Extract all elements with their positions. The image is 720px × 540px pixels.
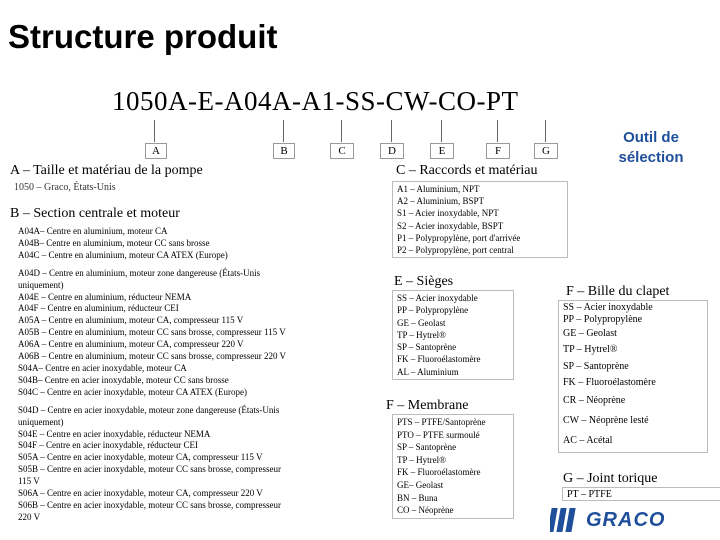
section-f-bille-heading: F – Bille du clapet	[566, 284, 670, 299]
list-item: SP – Santoprène	[397, 342, 457, 353]
list-item: A04B– Centre en aluminium, moteur CC sans brosse	[18, 237, 210, 248]
list-item: S04E – Centre en acier inoxydable, réducteur NEMA	[18, 428, 211, 439]
list-item: uniquement)	[18, 416, 64, 427]
list-item: S2 – Acier inoxydable, BSPT	[397, 220, 504, 231]
graco-wordmark: GRACO	[586, 508, 666, 531]
list-item: S1 – Acier inoxydable, NPT	[397, 208, 499, 219]
list-item: A1 – Aluminium, NPT	[397, 184, 480, 194]
list-item: FK – Fluoroélastomère	[563, 376, 656, 388]
page-title: Structure produit	[8, 18, 278, 55]
list-item: GE – Geolast	[397, 317, 446, 328]
list-item: S05A – Centre en acier inoxydable, moteur CA, compresseur 115 V	[18, 452, 263, 463]
pointer-line-a	[154, 120, 155, 142]
section-g-item: PT – PTFE	[567, 489, 612, 500]
list-item: A04F – Centre en aluminium, réducteur CEI	[18, 303, 179, 314]
list-item: uniquement)	[18, 279, 64, 290]
list-item: S04F – Centre en acier inoxydable, réducteur CEI	[18, 440, 198, 451]
list-item: FK – Fluoroélastomère	[397, 354, 481, 365]
section-c-list	[392, 181, 568, 258]
list-item: A06B – Centre en aluminium, moteur CC sans brosse, compresseur 220 V	[18, 351, 287, 362]
list-item: GE– Geolast	[397, 479, 444, 490]
list-item: TP – Hytrel®	[397, 329, 446, 340]
pointer-line-e	[441, 120, 442, 142]
list-item: A2 – Aluminium, BSPT	[397, 196, 485, 207]
list-item: S06B – Centre en acier inoxydable, moteur CC sans brosse, compresseur	[18, 499, 281, 510]
list-item: A04A– Centre en aluminium, moteur CA	[18, 226, 168, 236]
list-item: S04C – Centre en acier inoxydable, moteur CA ATEX (Europe)	[18, 386, 247, 397]
list-item: PP – Polypropylène	[397, 305, 469, 316]
list-item: A04C – Centre en aluminium, moteur CA ATEX (Europe)	[18, 249, 228, 260]
graco-mark-icon	[550, 506, 580, 534]
list-item: CW – Néoprène lesté	[563, 415, 649, 427]
list-item: S06A – Centre en acier inoxydable, moteur CA, compresseur 220 V	[18, 488, 263, 499]
pointer-line-d	[391, 120, 392, 142]
list-item: FK – Fluoroélastomère	[397, 467, 481, 478]
section-b-heading: B – Section centrale et moteur	[10, 206, 180, 221]
list-item: SS – Acier inoxydable	[563, 302, 653, 313]
list-item: A04E – Centre en aluminium, réducteur NEMA	[18, 291, 192, 302]
section-a-heading: A – Taille et matériau de la pompe	[10, 163, 203, 178]
list-item: PTO – PTFE surmoulé	[397, 429, 480, 440]
list-item: SP – Santoprène	[397, 442, 457, 453]
list-item: A06A – Centre en aluminium, moteur CA, compresseur 220 V	[18, 339, 244, 350]
selection-tool-label: Outil de sélection	[618, 129, 684, 166]
list-item: P2 – Polypropylène, port central	[397, 245, 514, 256]
letter-box-f: F	[486, 143, 510, 159]
list-item: GE – Geolast	[563, 328, 617, 339]
section-f-membrane-heading: F – Membrane	[386, 398, 469, 413]
pointer-line-c	[341, 120, 342, 142]
list-item: PTS – PTFE/Santoprène	[397, 417, 486, 427]
letter-box-b: B	[273, 143, 295, 159]
section-f-membrane-list	[392, 414, 514, 519]
list-item: 115 V	[18, 476, 40, 487]
letter-box-a: A	[145, 143, 167, 159]
letter-box-d: D	[380, 143, 404, 159]
list-item: TP – Hytrel®	[397, 454, 446, 465]
list-item: A05A – Centre en aluminium, moteur CA, compresseur 115 V	[18, 315, 244, 326]
list-item: CR – Néoprène	[563, 395, 626, 407]
section-g-box	[562, 487, 720, 501]
list-item: 220 V	[18, 511, 41, 522]
list-item: PP – Polypropylène	[563, 314, 643, 325]
list-item: TP – Hytrel®	[563, 344, 618, 356]
list-item: AL – Aluminium	[397, 366, 459, 377]
graco-logo	[550, 506, 665, 534]
list-item: A05B – Centre en aluminium, moteur CC sans brosse, compresseur 115 V	[18, 327, 286, 338]
list-item: SS – Acier inoxydable	[397, 293, 478, 303]
section-e-heading: E – Sièges	[394, 274, 454, 289]
list-item: A04D – Centre en aluminium, moteur zone dangereuse (États-Unis	[18, 267, 261, 278]
letter-box-e: E	[430, 143, 454, 159]
section-e-list	[392, 290, 514, 380]
section-a-item: 1050 – Graco, États-Unis	[14, 182, 116, 193]
letter-box-c: C	[330, 143, 354, 159]
section-b-list	[18, 226, 350, 524]
list-item: CO – Néoprène	[397, 505, 454, 516]
model-code: 1050A-E-A04A-A1-SS-CW-CO-PT	[112, 86, 519, 116]
list-item: S05B – Centre en acier inoxydable, moteur CC sans brosse, compresseur	[18, 464, 281, 475]
section-g-heading: G – Joint torique	[563, 471, 658, 486]
section-f-bille-list	[558, 300, 708, 453]
list-item: S04D – Centre en acier inoxydable, moteur zone dangereuse (États-Unis	[18, 404, 280, 415]
list-item: BN – Buna	[397, 492, 438, 503]
list-item: SP – Santoprène	[563, 360, 629, 372]
list-item: P1 – Polypropylène, port d'arrivée	[397, 232, 521, 243]
letter-box-g: G	[534, 143, 558, 159]
pointer-line-b	[283, 120, 284, 142]
pointer-line-f	[497, 120, 498, 142]
section-c-heading: C – Raccords et matériau	[396, 163, 538, 178]
list-item: AC – Acétal	[563, 435, 613, 447]
pointer-line-g	[545, 120, 546, 142]
list-item: S04B– Centre en acier inoxydable, moteur CC sans brosse	[18, 374, 229, 385]
list-item: S04A– Centre en acier inoxydable, moteur CA	[18, 362, 187, 373]
